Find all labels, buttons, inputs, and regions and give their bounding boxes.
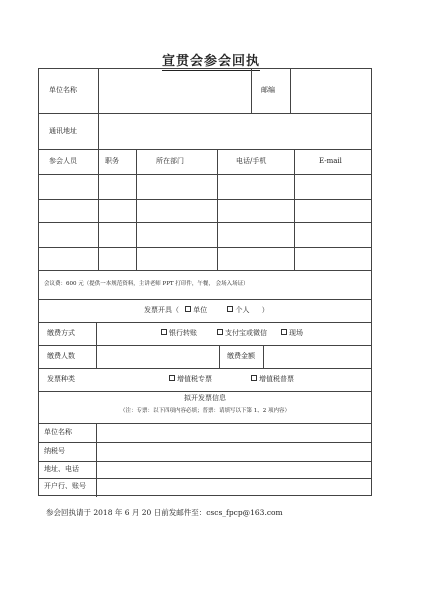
checkbox-icon xyxy=(169,375,175,381)
invoice-issue-label: 发票开具（ xyxy=(144,306,179,314)
unit-name-label: 单位名称 xyxy=(49,86,77,94)
attendee-label: 参会人员 xyxy=(49,157,77,165)
invoice-tax-number-label: 纳税号 xyxy=(44,447,65,455)
page-title: 宣贯会参会回执 xyxy=(161,54,260,69)
payment-method-label: 缴费方式 xyxy=(47,329,75,337)
col-divider xyxy=(136,149,137,270)
checkbox-icon xyxy=(227,306,233,312)
row-divider xyxy=(39,270,371,271)
invoice-issue-row xyxy=(144,307,269,314)
invoice-type-label: 发票种类 xyxy=(47,375,75,383)
row-divider xyxy=(39,391,371,392)
payment-amount-label: 缴费金额 xyxy=(227,352,255,360)
department-header: 所在部门 xyxy=(156,157,184,165)
col-divider xyxy=(96,423,97,497)
invoice-close-paren: ） xyxy=(261,306,269,314)
row-divider xyxy=(39,368,371,369)
postcode-label: 邮编 xyxy=(261,86,275,94)
row-divider xyxy=(39,174,371,175)
checkbox-icon xyxy=(185,306,191,312)
invoice-special-checkbox[interactable]: 增值税专票 xyxy=(169,376,212,383)
phone-header: 电话/手机 xyxy=(236,157,267,165)
receipt-form xyxy=(38,68,372,496)
payment-onsite-checkbox[interactable]: 现场 xyxy=(281,330,303,337)
row-divider xyxy=(39,247,371,248)
checkbox-icon xyxy=(251,375,257,381)
payment-bank-checkbox[interactable]: 银行转账 xyxy=(161,330,197,337)
invoice-unit-name-label: 单位名称 xyxy=(44,428,72,436)
col-divider xyxy=(294,149,295,270)
row-divider xyxy=(39,423,371,424)
invoice-bank-account-label: 开户行、账号 xyxy=(44,482,86,490)
col-divider xyxy=(217,149,218,270)
row-divider xyxy=(39,322,371,323)
checkbox-icon xyxy=(161,329,167,335)
invoice-address-phone-label: 地址、电话 xyxy=(44,465,79,473)
col-divider xyxy=(96,322,97,368)
col-divider xyxy=(290,69,291,113)
row-divider xyxy=(39,461,371,462)
col-divider xyxy=(98,69,99,149)
invoice-unit-checkbox[interactable]: 单位 xyxy=(185,306,207,314)
row-divider xyxy=(39,478,371,479)
email-header: E-mail xyxy=(319,157,342,165)
row-divider xyxy=(39,345,371,346)
col-divider xyxy=(263,345,264,368)
col-divider xyxy=(98,149,99,270)
footer-note: 参会回执请于 2018 年 6 月 20 日前发邮件至：cscs_fpcp@163.com xyxy=(46,508,283,517)
row-divider xyxy=(39,149,371,150)
invoice-general-checkbox[interactable]: 增值税普票 xyxy=(251,376,294,383)
col-divider xyxy=(251,69,252,113)
row-divider xyxy=(39,199,371,200)
job-header: 职务 xyxy=(105,157,119,165)
col-divider xyxy=(219,345,220,368)
row-divider xyxy=(39,222,371,223)
row-divider xyxy=(39,113,371,114)
invoice-info-note: （注：专票：以下四项内容必填；普票：请填写以下第 1、2 项内容） xyxy=(120,408,290,414)
address-label: 通讯地址 xyxy=(49,127,77,135)
invoice-info-heading: 拟开发票信息 xyxy=(184,394,226,402)
payment-alipay-checkbox[interactable]: 支付宝或微信 xyxy=(217,330,267,337)
fee-note: 会议费：600 元（提供一本规范资料，主讲老师 PPT 打印件，午餐， 会场入场证） xyxy=(44,281,249,287)
payment-count-label: 缴费人数 xyxy=(47,352,75,360)
row-divider xyxy=(39,442,371,443)
checkbox-icon xyxy=(217,329,223,335)
row-divider xyxy=(39,299,371,300)
checkbox-icon xyxy=(281,329,287,335)
invoice-person-checkbox[interactable]: 个人 xyxy=(227,306,249,314)
